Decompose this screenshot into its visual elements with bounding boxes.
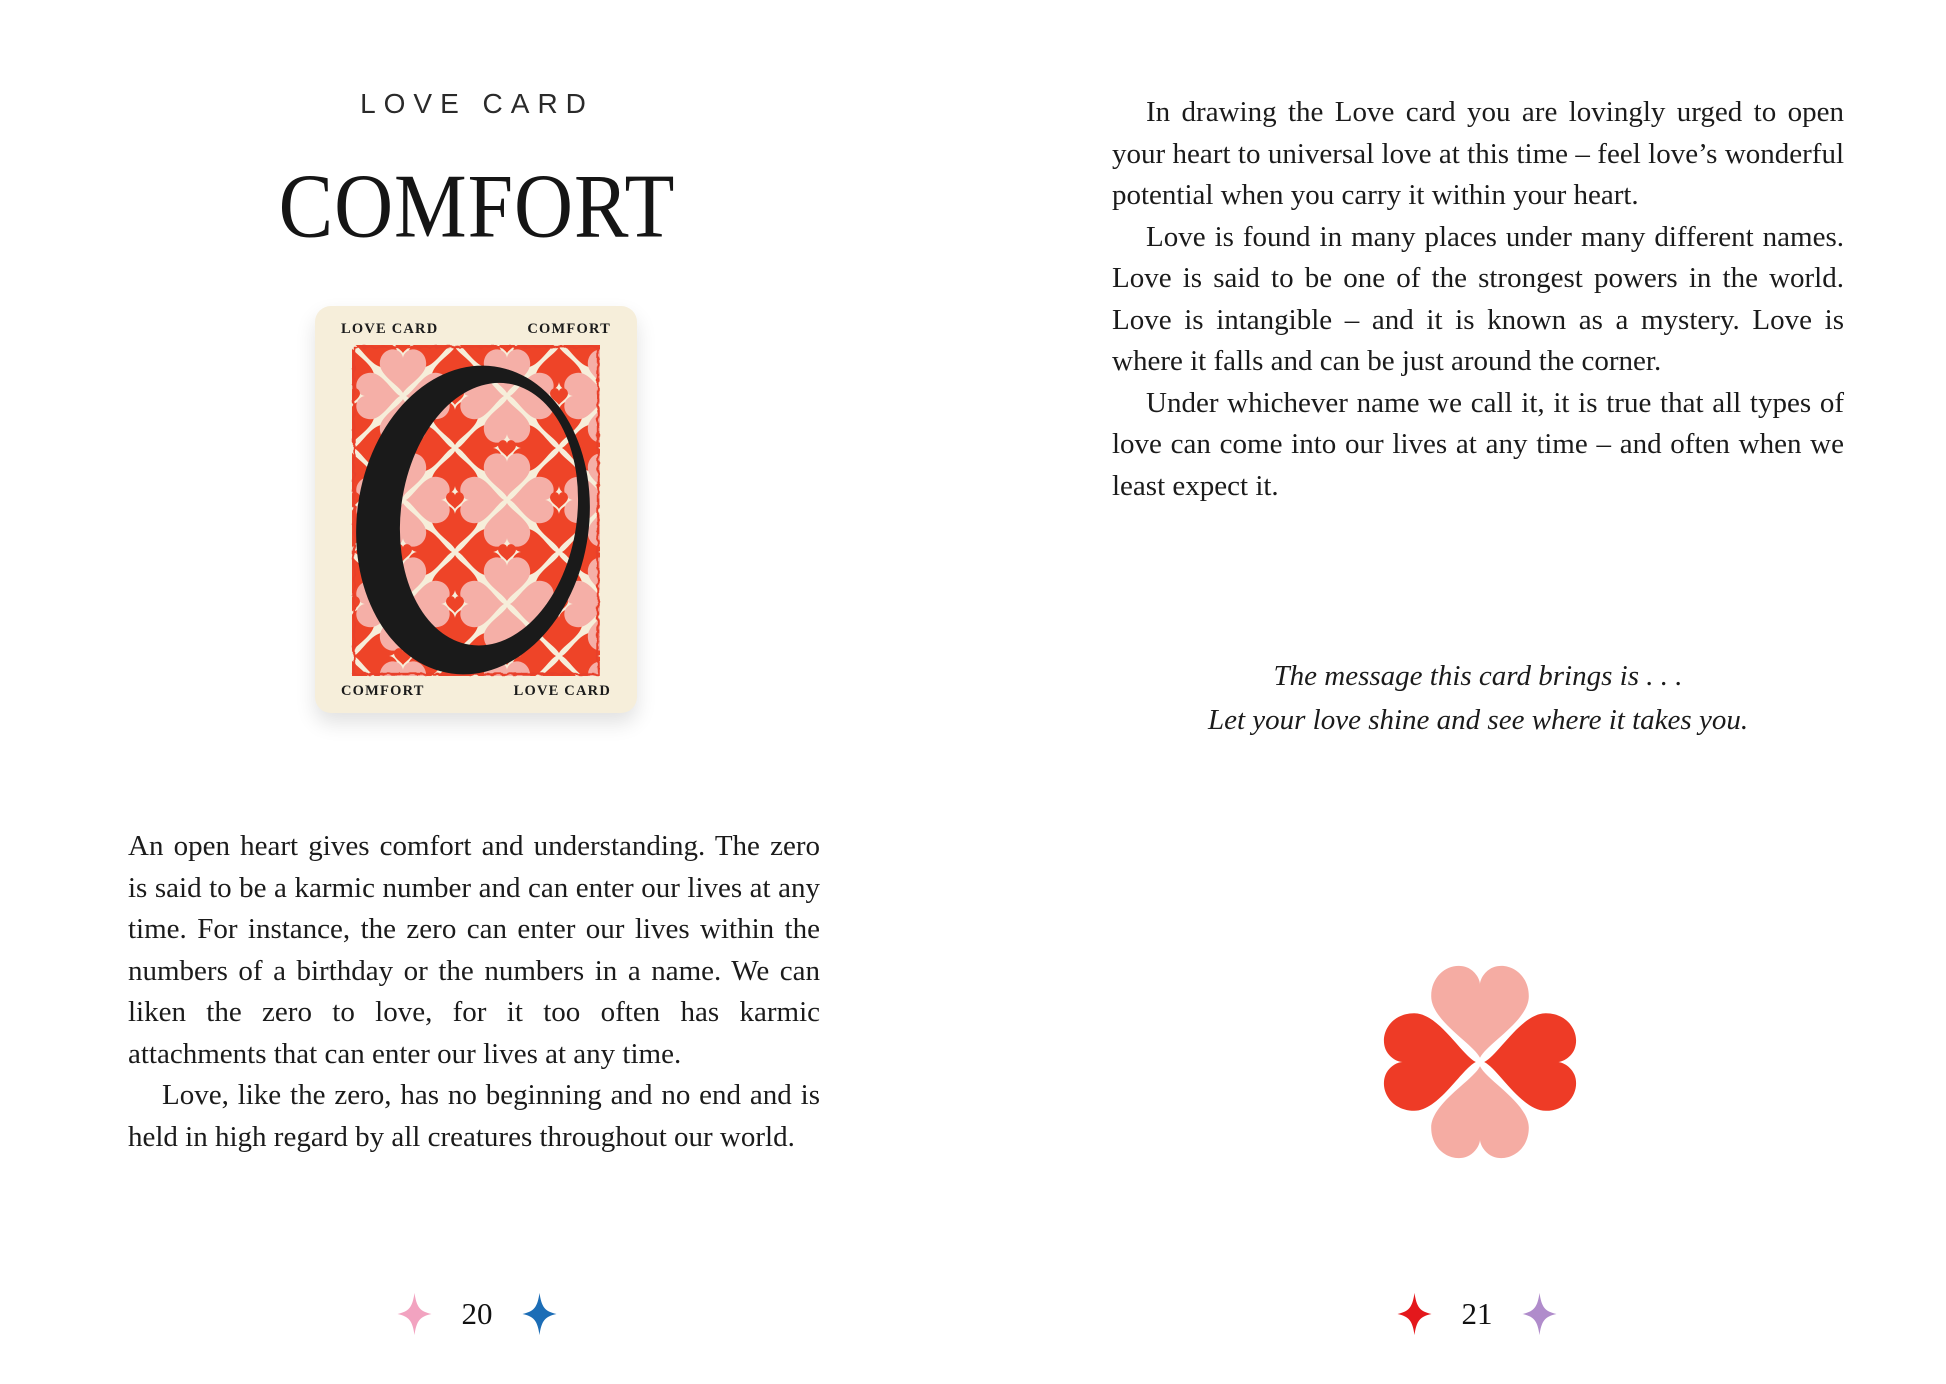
paragraph: An open heart gives comfort and understanding. The zero is said to be a karmic number and can enter our lives at any time. For instance, the zero can enter our lives within the numbers of a birthday or the numbers in a name. We can liken the zero to love, for it too often has karmic attachments that can enter our lives at any time. (128, 830, 820, 1070)
left-page-footer (398, 1292, 557, 1336)
page-number-right: 21 (1461, 1296, 1493, 1331)
page-number-left: 20 (461, 1296, 493, 1331)
card-message-intro: The message this card brings is . . . (1273, 660, 1683, 692)
oracle-card (315, 306, 637, 713)
sparkle-icon-blue (523, 1292, 557, 1336)
heart-clover-decoration (1374, 956, 1586, 1168)
sparkle-icon-red (1398, 1292, 1432, 1336)
paragraph: Love is found in many places under many different names. Love is said to be one of the strongest powers in the world. Love is intangible – and it is known as a mystery. Love is where it falls and can be just around the corner. (1112, 220, 1844, 377)
paragraph: Love, like the zero, has no beginning and no end and is held in high regard by all creatures throughout our world. (128, 1079, 820, 1153)
card-label-top-left: LOVE CARD (341, 321, 439, 337)
sparkle-icon-purple (1523, 1292, 1557, 1336)
left-page-body (128, 826, 820, 1158)
card-label-top-right: COMFORT (527, 321, 611, 337)
card-label-bottom-right: LOVE CARD (513, 683, 611, 699)
card-message (1112, 654, 1844, 742)
paragraph: Under whichever name we call it, it is true that all types of love can come into our lives at any time – and often when we least expect it. (1112, 386, 1844, 502)
right-page-footer (1398, 1292, 1557, 1336)
page-title: COMFORT (278, 155, 676, 257)
card-category-heading: LOVE CARD (360, 88, 594, 119)
paragraph: In drawing the Love card you are lovingly urged to open your heart to universal love at this time – feel love’s wonderful potential when you carry it within your heart. (1112, 96, 1844, 211)
right-page-body (1112, 92, 1844, 507)
card-pattern-art (351, 344, 601, 677)
card-label-bottom-left: COMFORT (341, 683, 425, 699)
card-message-text: Let your love shine and see where it takes you. (1207, 704, 1749, 736)
sparkle-icon-pink (398, 1292, 432, 1336)
